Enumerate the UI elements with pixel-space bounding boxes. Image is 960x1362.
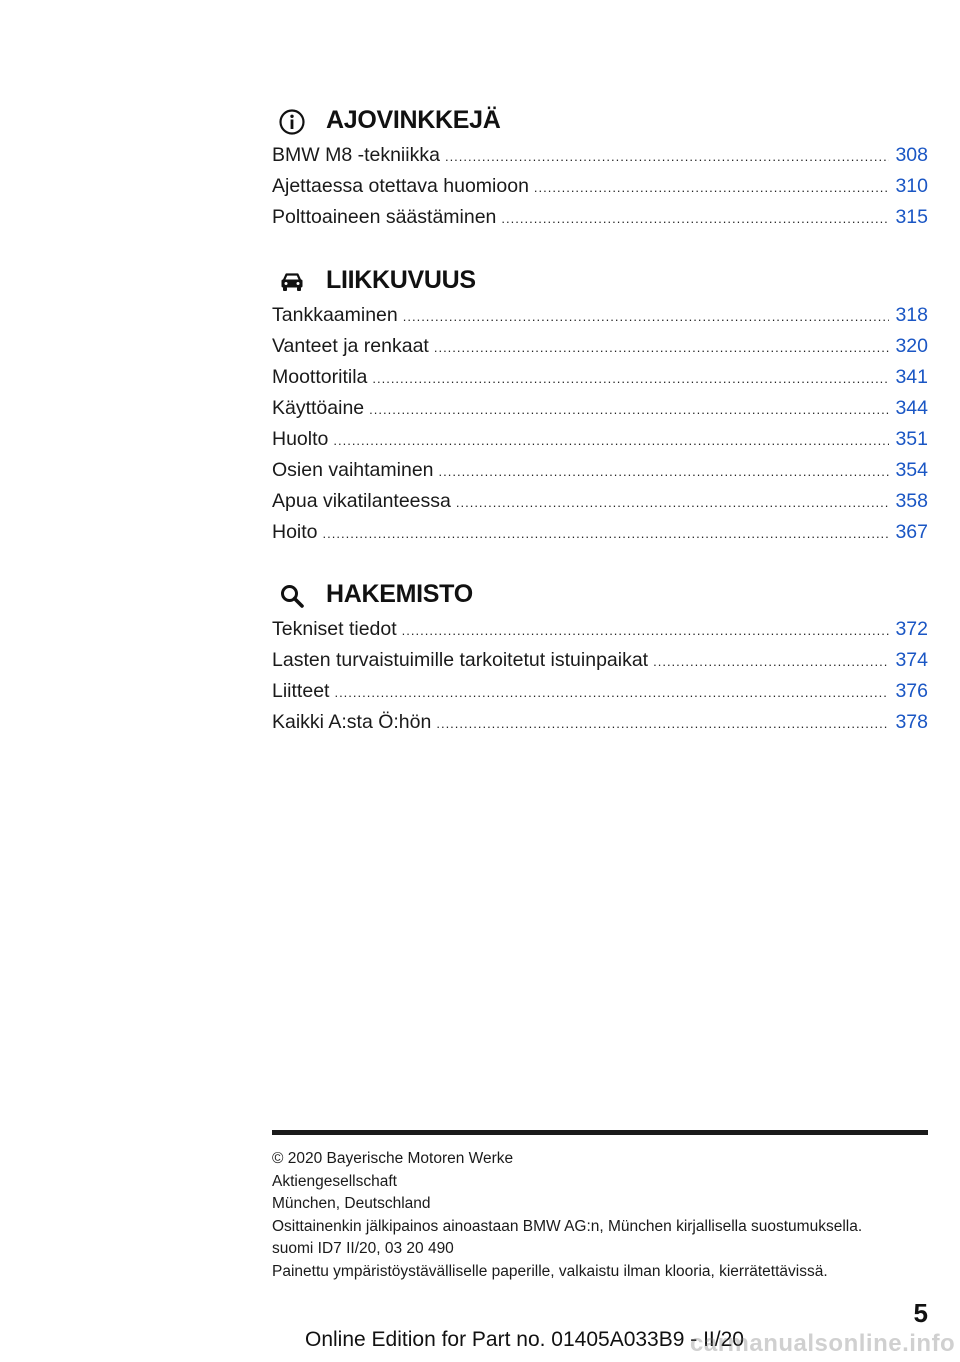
- toc-entry-label: Tekniset tiedot: [272, 618, 397, 640]
- toc-entry[interactable]: [272, 393, 928, 424]
- section-header: [272, 574, 928, 618]
- toc-entry[interactable]: [272, 486, 928, 517]
- toc-entry-label: Polttoaineen säästäminen: [272, 206, 497, 228]
- dot-leader: [534, 172, 890, 203]
- dot-leader: [501, 203, 889, 234]
- imprint-line: suomi ID7 II/20, 03 20 490: [272, 1240, 454, 1257]
- dot-leader: [445, 141, 890, 172]
- imprint-line: München, Deutschland: [272, 1195, 431, 1212]
- toc-page-link[interactable]: 354: [895, 459, 928, 481]
- toc-entry-label: Liitteet: [272, 680, 330, 702]
- toc-page-link[interactable]: 372: [895, 618, 928, 640]
- toc-page-link[interactable]: 341: [895, 366, 928, 388]
- dot-leader: [323, 518, 890, 549]
- dot-leader: [653, 646, 889, 677]
- toc-page-link[interactable]: 351: [895, 428, 928, 450]
- toc-entry-label: Ajettaessa otettava huomioon: [272, 175, 529, 197]
- toc-entry[interactable]: [272, 455, 928, 486]
- imprint-line: Painettu ympäristöystävälliselle paperille, valkaistu ilman klooria, kierrätettävissä.: [272, 1262, 828, 1280]
- section-hakemisto: [272, 574, 928, 738]
- imprint-divider: [272, 1130, 928, 1135]
- dot-leader: [434, 332, 890, 363]
- toc-entry[interactable]: [272, 517, 928, 548]
- toc-page-link[interactable]: 308: [895, 144, 928, 166]
- toc-list: [272, 300, 928, 548]
- toc-entry-label: Huolto: [272, 428, 329, 450]
- imprint-line: Aktiengesellschaft: [272, 1172, 397, 1190]
- section-title: AJOVINKKEJÄ: [326, 106, 501, 134]
- toc-entry[interactable]: [272, 614, 928, 645]
- toc-entry-label: Kaikki A:sta Ö:hön: [272, 711, 432, 733]
- toc-page-link[interactable]: 318: [895, 304, 928, 326]
- car-icon: [278, 268, 306, 296]
- toc-page-link[interactable]: 310: [895, 175, 928, 197]
- toc-entry[interactable]: [272, 202, 928, 233]
- toc-entry-label: Lasten turvaistuimille tarkoitetut istuinpaikat: [272, 649, 649, 671]
- toc-entry[interactable]: [272, 645, 928, 676]
- toc-entry[interactable]: [272, 331, 928, 362]
- toc-entry[interactable]: [272, 707, 928, 738]
- imprint-line: Osittainenkin jälkipainos ainoastaan BMW AG:n, München kirjallisella suostumuksella.: [272, 1217, 863, 1235]
- toc-page-link[interactable]: 320: [895, 335, 928, 357]
- toc-entry-label: Käyttöaine: [272, 397, 365, 419]
- dot-leader: [372, 363, 889, 394]
- dot-leader: [436, 708, 889, 739]
- imprint: [272, 1148, 928, 1283]
- dot-leader: [402, 615, 890, 646]
- section-title: HAKEMISTO: [326, 580, 473, 608]
- toc-page-link[interactable]: 367: [895, 521, 928, 543]
- section-title: LIIKKUVUUS: [326, 266, 476, 294]
- dot-leader: [333, 425, 889, 456]
- online-edition-footer: Online Edition for Part no. 01405A033B9 - II/20: [305, 1328, 744, 1351]
- toc-entry[interactable]: [272, 424, 928, 455]
- toc-list: [272, 140, 928, 233]
- dot-leader: [369, 394, 889, 425]
- section-ajovinkkeja: [272, 100, 928, 233]
- toc-entry-label: Osien vaihtaminen: [272, 459, 434, 481]
- dot-leader: [403, 301, 890, 332]
- toc-page-link[interactable]: 344: [895, 397, 928, 419]
- search-icon: [278, 582, 306, 610]
- section-header: [272, 100, 928, 144]
- toc-entry[interactable]: [272, 362, 928, 393]
- page-number: 5: [913, 1298, 928, 1328]
- imprint-line: © 2020 Bayerische Motoren Werke: [272, 1150, 514, 1167]
- section-header: [272, 260, 928, 304]
- toc-entry-label: Tankkaaminen: [272, 304, 398, 326]
- toc-entry[interactable]: [272, 140, 928, 171]
- watermark: carmanualsonline.info: [690, 1330, 956, 1357]
- toc-entry[interactable]: [272, 676, 928, 707]
- toc-entry-label: Vanteet ja renkaat: [272, 335, 429, 357]
- toc-entry[interactable]: [272, 171, 928, 202]
- section-liikkuvuus: [272, 260, 928, 548]
- toc-page-link[interactable]: 374: [895, 649, 928, 671]
- toc-entry-label: Apua vikatilanteessa: [272, 490, 451, 512]
- toc-page-link[interactable]: 378: [895, 711, 928, 733]
- toc-list: [272, 614, 928, 738]
- info-icon: [278, 108, 306, 136]
- toc-page-link[interactable]: 358: [895, 490, 928, 512]
- toc-entry-label: Hoito: [272, 521, 318, 543]
- dot-leader: [439, 456, 890, 487]
- dot-leader: [334, 677, 889, 708]
- toc-entry-label: Moottoritila: [272, 366, 368, 388]
- dot-leader: [456, 487, 890, 518]
- toc-page-link[interactable]: 315: [895, 206, 928, 228]
- toc-page-link[interactable]: 376: [895, 680, 928, 702]
- toc-entry-label: BMW M8 -tekniikka: [272, 144, 440, 166]
- toc-entry[interactable]: [272, 300, 928, 331]
